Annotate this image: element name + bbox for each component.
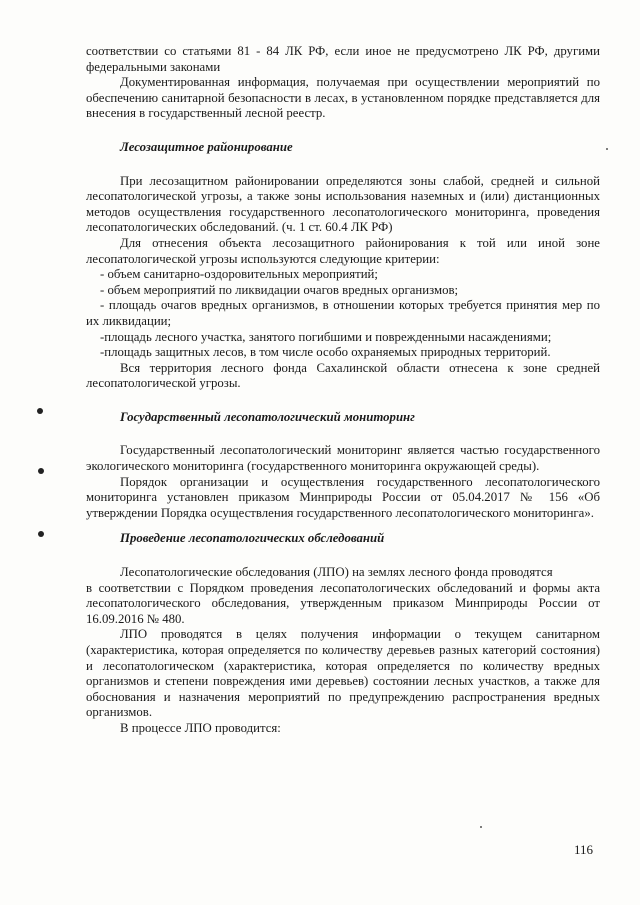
monitoring-paragraph-1: Государственный лесопатологический мониторинг является частью государственного экологического мониторинга (государственного мониторинга окружающей среды). xyxy=(86,443,600,474)
criteria-item: - площадь очагов вредных организмов, в отношении которых требуется принятия мер по их ликвидации; xyxy=(86,298,600,328)
section-heading-monitoring: Государственный лесопатологический мониторинг xyxy=(120,409,415,424)
surveys-paragraph-1b: в соответствии с Порядком проведения лесопатологических обследований и формы акта лесопатологического обследования, утвержденным приказом Минприроды России от 16.09.2016 № 480. xyxy=(86,580,600,626)
intro-paragraph-1: соответствии со статьями 81 - 84 ЛК РФ, если иное не предусмотрено ЛК РФ, другими федеральными законами xyxy=(86,44,600,74)
page-content xyxy=(86,44,600,737)
binding-hole-mark xyxy=(38,468,44,474)
criteria-item: -площадь лесного участка, занятого погибшими и поврежденными насаждениями; xyxy=(100,329,552,344)
zoning-paragraph-2: Для отнесения объекта лесозащитного районирования к той или иной зоне лесопатологической угрозы используются следующие критерии: xyxy=(86,235,600,266)
zoning-paragraph-1: При лесозащитном районировании определяются зоны слабой, средней и сильной лесопатологической угрозы, а также зоны использования наземных и (или) дистанционных методов осуществления государственного лесопатологического мониторинга, проведения лесопатологических обследований. (ч. 1 ст. 60.4 ЛК РФ) xyxy=(86,173,600,235)
monitoring-paragraph-2: Порядок организации и осуществления государственного лесопатологического мониторинга установлен приказом Минприроды России от 05.04.2017 № 156 «Об утверждении Порядка осуществления государственного лесопатологического мониторинга». xyxy=(86,474,600,520)
surveys-paragraph-1a: Лесопатологические обследования (ЛПО) на землях лесного фонда проводятся xyxy=(120,565,553,580)
criteria-item: -площадь защитных лесов, в том числе особо охраняемых природных территорий. xyxy=(100,345,551,360)
scan-speck xyxy=(480,826,482,828)
section-heading-surveys: Проведение лесопатологических обследований xyxy=(120,531,385,546)
binding-hole-mark xyxy=(37,408,43,414)
criteria-item: - объем мероприятий по ликвидации очагов вредных организмов; xyxy=(100,282,459,297)
surveys-paragraph-3: В процессе ЛПО проводится: xyxy=(120,720,281,735)
page-number: 116 xyxy=(574,842,594,857)
intro-paragraph-2: Документированная информация, получаемая при осуществлении мероприятий по обеспечению санитарной безопасности в лесах, в установленном порядке представляется для внесения в государственный лесной реестр. xyxy=(86,75,600,121)
zoning-paragraph-3: Вся территория лесного фонда Сахалинской области отнесена к зоне средней лесопатологической угрозы. xyxy=(86,360,600,391)
criteria-item: - объем санитарно-оздоровительных мероприятий; xyxy=(100,267,378,282)
section-heading-zoning: Лесозащитное районирование xyxy=(120,139,293,154)
binding-hole-mark xyxy=(38,531,44,537)
surveys-paragraph-2: ЛПО проводятся в целях получения информации о текущем санитарном (характеристика, которая определяется по количеству деревьев разных категорий состояния) и лесопатологическом (характеристика, которая определяется по количеству вредных организмов и степени повреждения ими деревьев) состоянии лесных участков, а также для обоснования и назначения мероприятий по предупреждению распространения вредных организмов. xyxy=(86,627,600,720)
scan-speck xyxy=(606,148,608,150)
